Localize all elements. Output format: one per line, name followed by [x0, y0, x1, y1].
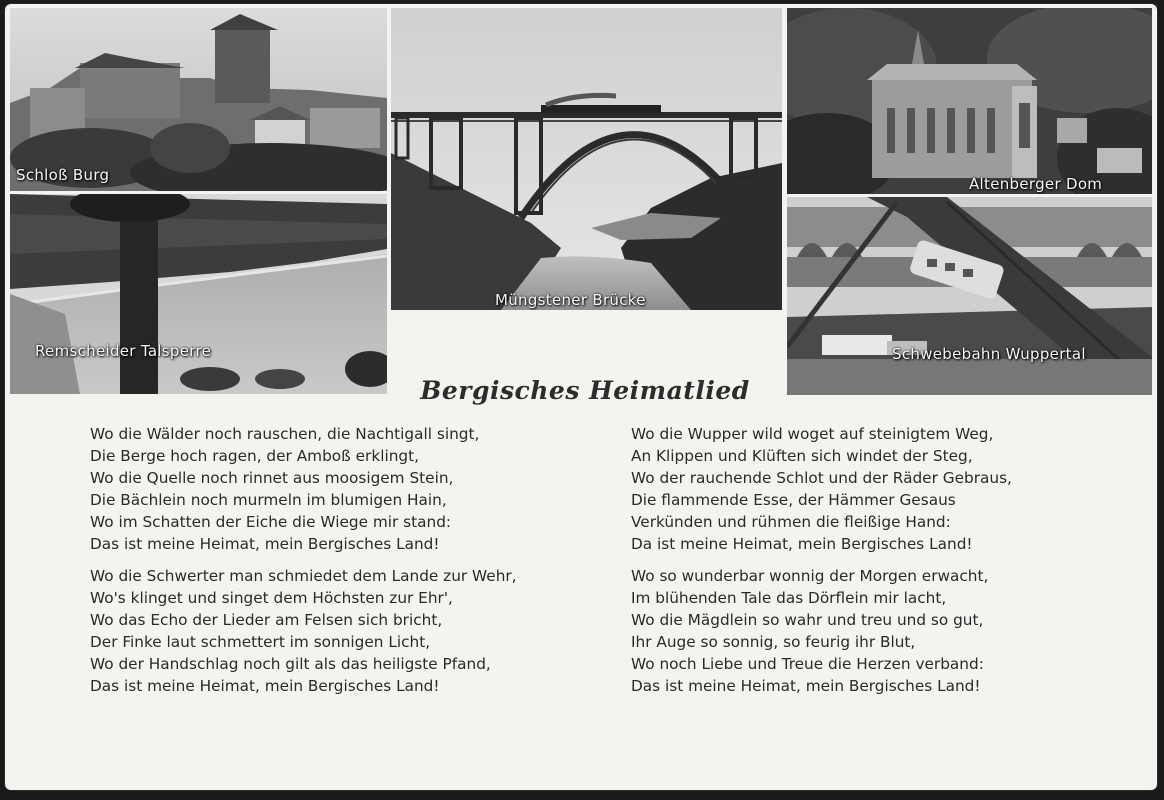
stanza-right-1 — [631, 423, 1012, 555]
song-title: Bergisches Heimatlied — [420, 376, 750, 405]
verse-line: Ihr Auge so sonnig, so feurig ihr Blut, — [631, 633, 916, 651]
verse-line: Wo die Wälder noch rauschen, die Nachtigall singt, — [90, 425, 480, 443]
bridge-image — [391, 8, 782, 310]
verse-line: Die Berge hoch ragen, der Amboß erklingt, — [90, 447, 419, 465]
verse-line: Wo die Mägdlein so wahr und treu und so gut, — [631, 611, 984, 629]
verse-line: Das ist meine Heimat, mein Bergisches Land! — [631, 677, 981, 695]
cathedral-image — [787, 8, 1152, 194]
postcard — [5, 4, 1157, 790]
verse-line: Das ist meine Heimat, mein Bergisches Land! — [90, 677, 440, 695]
suspension-railway-image — [787, 197, 1152, 395]
verse-line: Da ist meine Heimat, mein Bergisches Land! — [631, 535, 973, 553]
verse-line: Das ist meine Heimat, mein Bergisches Land! — [90, 535, 440, 553]
verse-line: Wo noch Liebe und Treue die Herzen verband: — [631, 655, 984, 673]
photo-remscheider-talsperre — [10, 194, 387, 394]
verse-line: Wo im Schatten der Eiche die Wiege mir stand: — [90, 513, 452, 531]
stanza-left-2 — [90, 565, 517, 697]
verse-line: Wo der Handschlag noch gilt als das heiligste Pfand, — [90, 655, 491, 673]
photo-altenberger-dom — [787, 8, 1152, 194]
caption-remscheider-talsperre: Remscheider Talsperre — [35, 342, 212, 360]
verse-line: Wo so wunderbar wonnig der Morgen erwacht, — [631, 567, 989, 585]
verse-line: Die Bächlein noch murmeln im blumigen Hain, — [90, 491, 447, 509]
verse-line: Im blühenden Tale das Dörflein mir lacht, — [631, 589, 947, 607]
verse-line: Die flammende Esse, der Hämmer Gesaus — [631, 491, 956, 509]
verse-line: Wo die Quelle noch rinnet aus moosigem Stein, — [90, 469, 454, 487]
caption-muengstener-bruecke: Müngstener Brücke — [495, 291, 646, 309]
caption-altenberger-dom: Altenberger Dom — [969, 175, 1103, 193]
verse-line: Verkünden und rühmen die fleißige Hand: — [631, 513, 951, 531]
stanza-right-2 — [631, 565, 988, 697]
verse-line: Der Finke laut schmettert im sonnigen Licht, — [90, 633, 431, 651]
stanza-left-1 — [90, 423, 479, 555]
verse-line: Wo die Wupper wild woget auf steinigtem Weg, — [631, 425, 994, 443]
photo-schwebebahn-wuppertal — [787, 197, 1152, 395]
caption-schloss-burg: Schloß Burg — [16, 166, 110, 184]
verse-line: Wo's klinget und singet dem Höchsten zur Ehr', — [90, 589, 453, 607]
photo-schloss-burg — [10, 8, 387, 191]
photo-muengstener-bruecke — [391, 8, 782, 310]
verse-line: An Klippen und Klüften sich windet der Steg, — [631, 447, 973, 465]
dam-lake-image — [10, 194, 387, 394]
caption-schwebebahn-wuppertal: Schwebebahn Wuppertal — [892, 345, 1086, 363]
verse-line: Wo die Schwerter man schmiedet dem Lande zur Wehr, — [90, 567, 517, 585]
verse-line: Wo das Echo der Lieder am Felsen sich bricht, — [90, 611, 443, 629]
verse-line: Wo der rauchende Schlot und der Räder Gebraus, — [631, 469, 1012, 487]
castle-image — [10, 8, 387, 191]
